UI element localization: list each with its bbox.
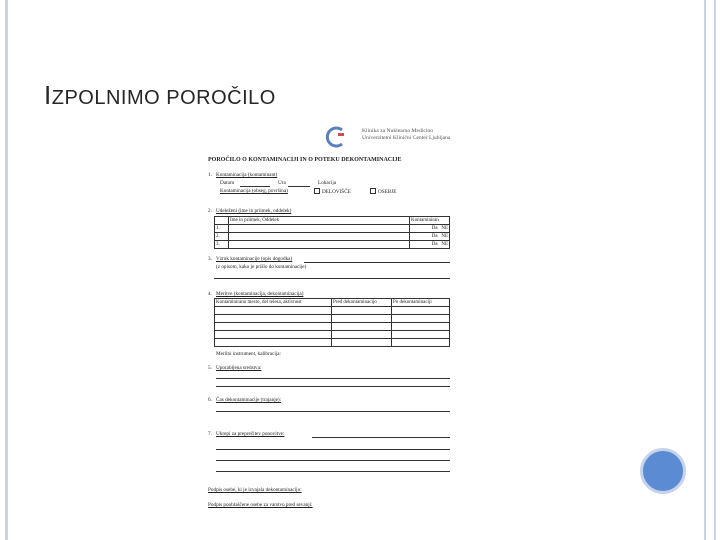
s4-note: Merilni instrument, kalibracija: <box>216 351 281 357</box>
s1-num: 1. <box>208 172 212 178</box>
s7-num: 7. <box>208 431 212 437</box>
s2-num: 2. <box>208 208 212 214</box>
s3-label: Vzrok kontaminacije (opis dogodka) <box>216 256 293 262</box>
s1-scope-label: Kontaminacija (obseg, površina) <box>220 188 288 194</box>
slide-frame-right <box>704 0 716 540</box>
table-row <box>215 241 450 249</box>
deloviste-label: DELOVIŠČE <box>322 189 351 195</box>
deloviste-checkbox[interactable] <box>314 188 320 194</box>
no-option: NE <box>441 242 448 247</box>
row-number: 1. <box>215 225 229 233</box>
s3-num: 3. <box>208 256 212 262</box>
s4-label: Meritve (kontaminacija, dekontaminacija) <box>216 291 304 297</box>
table-row <box>215 217 450 225</box>
title-initial: I <box>44 80 52 110</box>
table-row <box>215 315 450 323</box>
decorative-circle <box>640 448 686 494</box>
yes-option: Da <box>431 234 438 239</box>
measure-col-before: Pred dekontaminacijo <box>332 299 392 307</box>
osebje-checkbox[interactable] <box>370 188 376 194</box>
measurements-table <box>214 298 450 347</box>
involved-col-contaminated: Kontaminiran <box>410 217 450 225</box>
measure-col-after: Po dekontaminaciji <box>392 299 450 307</box>
s1-label: Kontaminacija (kontaminant) <box>216 172 278 178</box>
s4-num: 4. <box>208 291 212 297</box>
table-row <box>215 225 450 233</box>
table-row <box>215 331 450 339</box>
no-option: NE <box>441 226 448 231</box>
report-form-image <box>200 118 462 518</box>
s6-label: Čas dekontaminacije (trajanje): <box>216 397 282 403</box>
no-option: NE <box>441 234 448 239</box>
s5-label: Uporabljena sredstva: <box>216 365 262 371</box>
institution-line2: Univerzitetni Klinični Center Ljubljana <box>362 135 451 141</box>
measure-col-place: Kontaminirano mesto, del telesa, aktivnost <box>215 299 332 307</box>
table-row <box>215 307 450 315</box>
slide-frame-left <box>5 0 8 540</box>
table-row <box>215 299 450 307</box>
row-number: 3. <box>215 241 229 249</box>
s1-date-label: Datum <box>220 180 235 186</box>
yes-option: Da <box>431 242 438 247</box>
institution-line1: Klinika za Nuklearno Medicino <box>362 128 433 134</box>
institution-name <box>362 128 450 142</box>
s3-sub: (z opisom, kako je prišlo do kontaminacije) <box>216 264 307 270</box>
yes-option: Da <box>431 226 438 231</box>
table-row <box>215 339 450 347</box>
signature-label-2: Podpis pooblaščene osebe za varstvo pred sevanji: <box>208 502 313 508</box>
form-title: POROČILO O KONTAMINACIJI IN O POTEKU DEKONTAMINACIJE <box>208 157 402 163</box>
slide-title <box>44 80 276 111</box>
s2-label: Udeleženi (ime in priimek, oddelek) <box>216 208 292 214</box>
s1-time-label: Ura <box>278 180 286 186</box>
s7-label: Ukrepi za preprečitev ponovitve: <box>216 431 285 437</box>
table-row <box>215 233 450 241</box>
s1-location-label: Lokacija <box>318 180 337 186</box>
s6-num: 6. <box>208 397 212 403</box>
involved-col-name: Ime in priimek, Oddelek <box>229 217 410 225</box>
osebje-label: OSEBJE <box>378 189 397 195</box>
involved-table <box>214 216 450 249</box>
row-number: 2. <box>215 233 229 241</box>
title-rest: ZPOLNIMO POROČILO <box>51 87 276 109</box>
s5-num: 5. <box>208 365 212 371</box>
clinic-logo-icon <box>325 126 347 148</box>
table-row <box>215 323 450 331</box>
signature-label: Podpis osebe, ki je izvajala dekontaminacijo: <box>208 487 302 493</box>
